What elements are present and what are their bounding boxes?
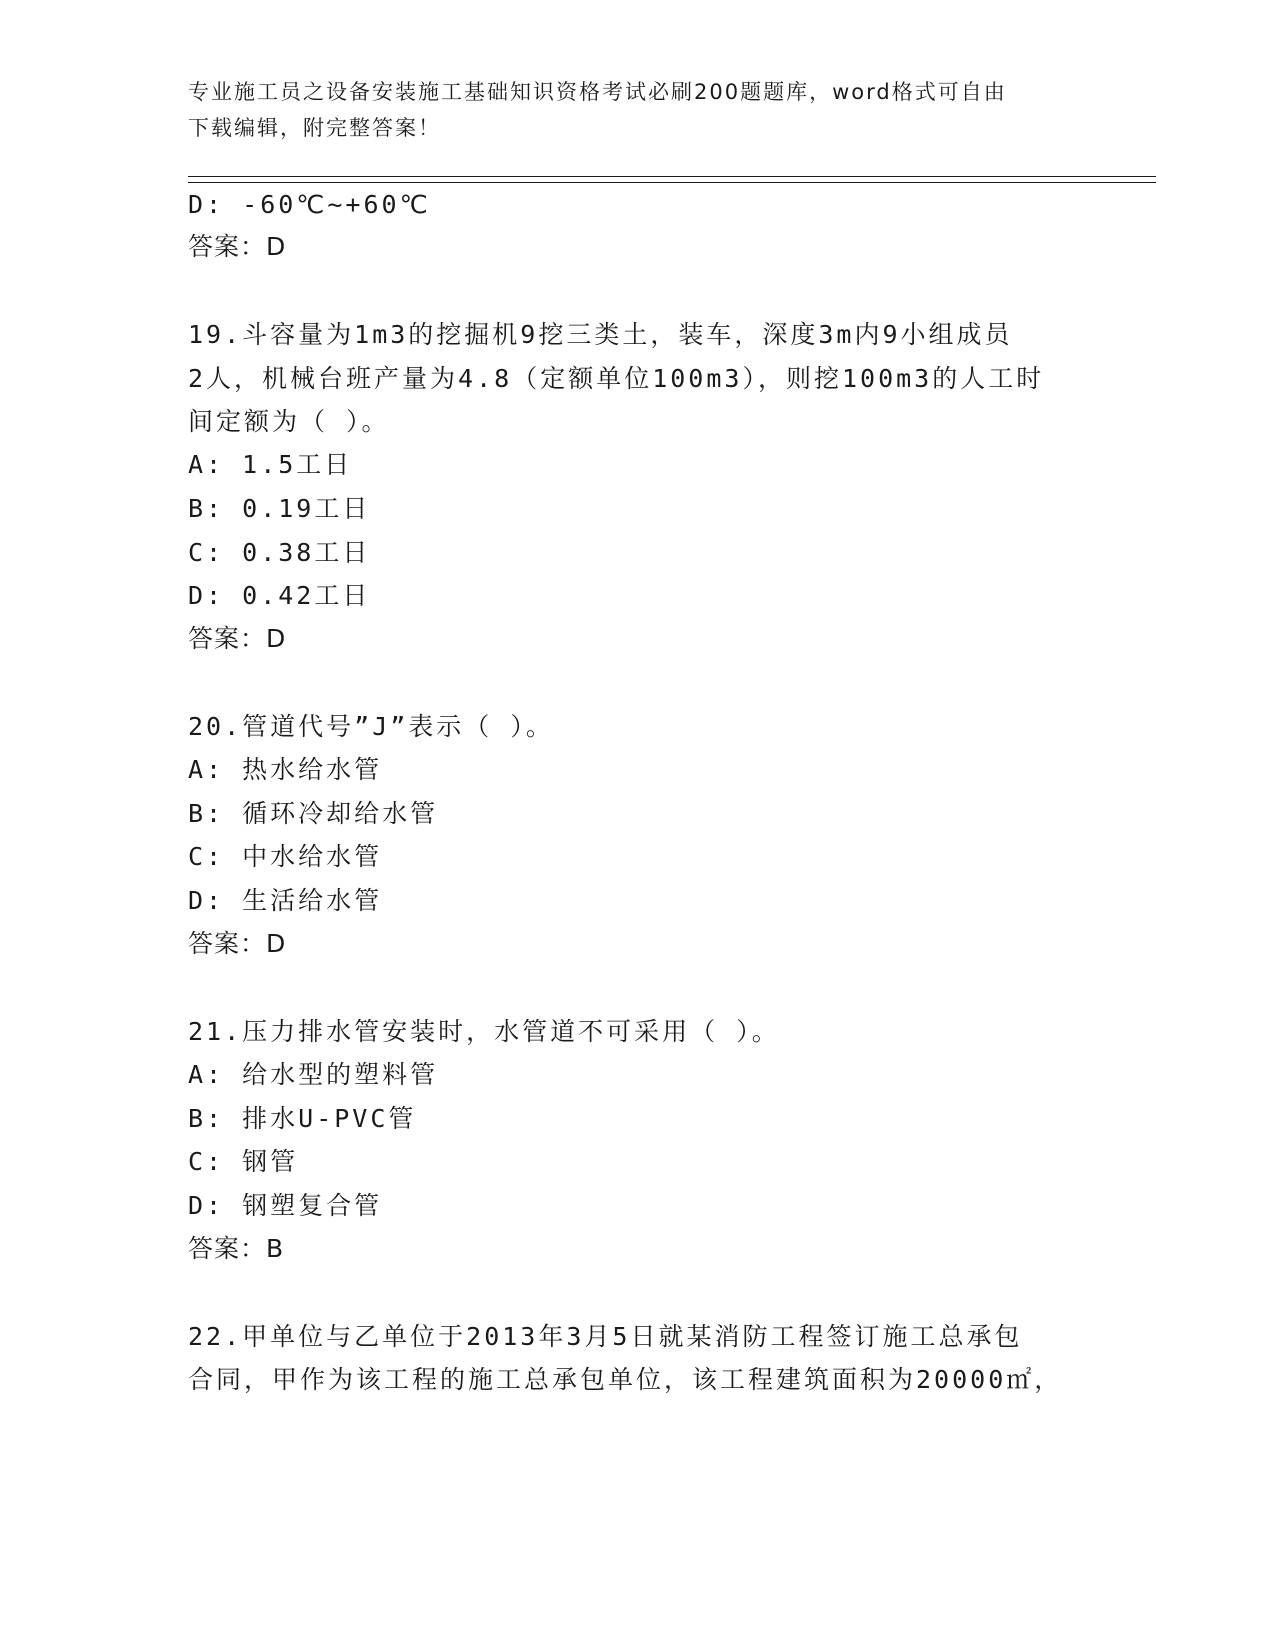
- q19-option-c: C: 0.38工日: [188, 538, 371, 567]
- q20-text-line-1: 20.管道代号”J”表示（ ）。: [188, 712, 554, 741]
- q19-option-b: B: 0.19工日: [188, 494, 371, 523]
- prev-option-d: D: -60℃~+60℃: [188, 190, 431, 219]
- header-line-1: 专业施工员之设备安装施工基础知识资格考试必刷200题题库，word格式可自由: [188, 80, 1007, 104]
- q21-option-a: A: 给水型的塑料管: [188, 1060, 439, 1089]
- q19-text-line-1: 19.斗容量为1m3的挖掘机9挖三类土，装车，深度3m内9小组成员: [188, 320, 1013, 349]
- q20-answer: 答案：D: [188, 929, 287, 958]
- q21-answer: 答案：B: [188, 1234, 285, 1263]
- q20-option-b: B: 循环冷却给水管: [188, 799, 439, 828]
- document-header: [188, 74, 1068, 146]
- q21-option-b: B: 排水U-PVC管: [188, 1104, 417, 1133]
- q19-answer: 答案：D: [188, 624, 287, 653]
- q22-text-line-1: 22.甲单位与乙单位于2013年3月5日就某消防工程签订施工总承包: [188, 1322, 1023, 1351]
- q21-option-c: C: 钢管: [188, 1147, 299, 1176]
- prev-answer: 答案：D: [188, 232, 287, 261]
- q20-option-a: A: 热水给水管: [188, 755, 383, 784]
- q20-option-c: C: 中水给水管: [188, 842, 383, 871]
- q19-text-line-3: 间定额为（ ）。: [188, 407, 390, 436]
- q22-text-line-2: 合同，甲作为该工程的施工总承包单位，该工程建筑面积为20000㎡，: [188, 1365, 1063, 1394]
- q21-text-line-1: 21.压力排水管安装时，水管道不可采用（ ）。: [188, 1017, 780, 1046]
- header-rule-top: [188, 176, 1156, 177]
- q21-option-d: D: 钢塑复合管: [188, 1191, 383, 1220]
- header-rule-bottom: [188, 182, 1156, 183]
- q20-option-d: D: 生活给水管: [188, 886, 383, 915]
- q19-option-a: A: 1.5工日: [188, 450, 353, 479]
- q19-text-line-2: 2人，机械台班产量为4.8（定额单位100m3），则挖100m3的人工时: [188, 364, 1045, 393]
- q19-option-d: D: 0.42工日: [188, 581, 371, 610]
- header-line-2: 下载编辑，附完整答案！: [188, 116, 441, 140]
